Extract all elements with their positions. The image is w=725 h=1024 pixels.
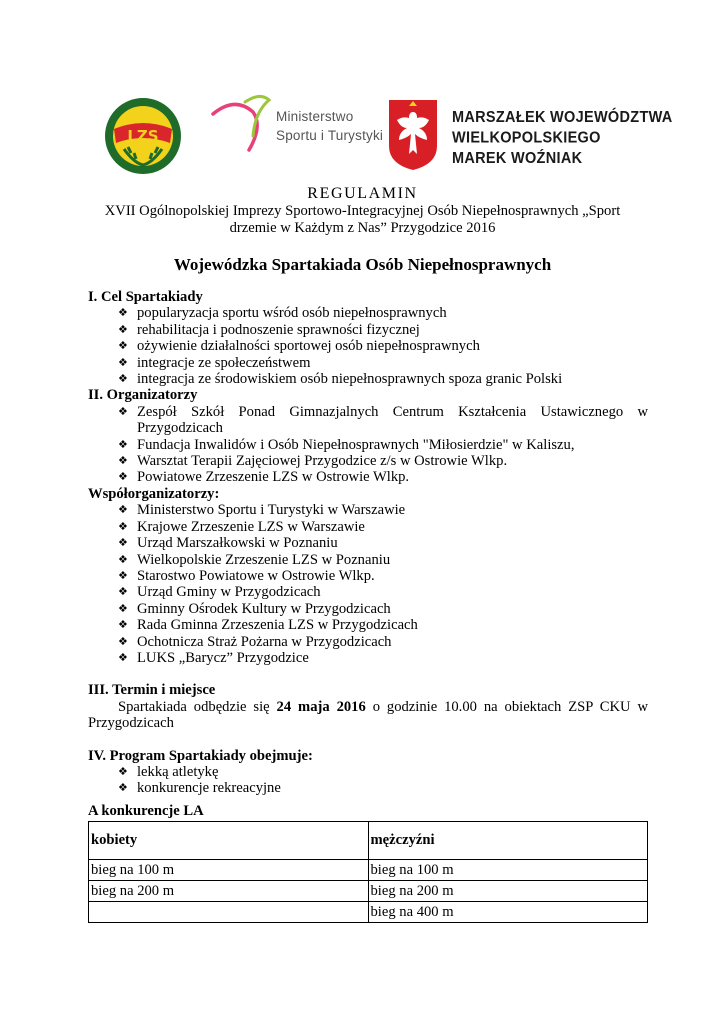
table-header-row: [89, 822, 648, 860]
list-item: ❖ popularyzacja sportu wśród osób niepełnosprawnych: [118, 305, 648, 321]
wielkopolska-eagle-crest-icon: [387, 98, 439, 172]
table-cell: bieg na 200 m: [89, 881, 369, 902]
ministry-line-1: Ministerstwo: [276, 109, 354, 124]
list-item: ❖ konkurencje rekreacyjne: [118, 780, 648, 796]
organizatorzy-list: [88, 404, 648, 486]
termin-text-after: o godzinie 10.00 na obiektach ZSP CKU w: [365, 698, 648, 715]
list-item: ❖ Starostwo Powiatowe w Ostrowie Wlkp.: [118, 568, 648, 584]
subtitle-line-2: drzemie w Każdym z Nas” Przygodzice 2016: [229, 220, 496, 236]
list-item: ❖ Warsztat Terapii Zajęciowej Przygodzice z/s w Ostrowie Wlkp.: [118, 453, 648, 469]
marshal-title: [452, 108, 673, 170]
list-item: ❖ Powiatowe Zrzeszenie LZS w Ostrowie Wlkp.: [118, 469, 648, 485]
program-list: [88, 764, 648, 797]
list-item: ❖ Krajowe Zrzeszenie LZS w Warszawie: [118, 519, 648, 535]
list-item: ❖ rehabilitacja i podnoszenie sprawności fizycznej: [118, 322, 648, 338]
table-row: [89, 881, 648, 902]
list-item: ❖ Gminny Ośrodek Kultury w Przygodzicach: [118, 601, 648, 617]
subtitle-line-1: XVII Ogólnopolskiej Imprezy Sportowo-Integracyjnej Osób Niepełnosprawnych „Sport: [104, 203, 621, 219]
list-item: ❖ ożywienie działalności sportowej osób niepełnosprawnych: [118, 338, 648, 354]
list-item: ❖ LUKS „Barycz” Przygodzice: [118, 650, 648, 666]
marshal-line-2: WIELKOPOLSKIEGO: [452, 129, 601, 147]
list-item: [118, 404, 648, 437]
wspolorganizatorzy-list: [88, 502, 648, 666]
table-cell: bieg na 100 m: [368, 860, 648, 881]
competitions-table: [88, 821, 648, 923]
list-item: ❖ Rada Gminna Zrzeszenia LZS w Przygodzicach: [118, 617, 648, 633]
section-heading-wspolorganizatorzy: Współorganizatorzy:: [88, 485, 220, 502]
table-row: [89, 860, 648, 881]
list-item: ❖ integracje ze społeczeństwem: [118, 355, 648, 371]
marshal-line-1: MARSZAŁEK WOJEWÓDZTWA: [452, 109, 673, 127]
lzs-logo-text: LZS: [127, 127, 159, 145]
list-item: ❖ Ochotnicza Straż Pożarna w Przygodzicach: [118, 634, 648, 650]
column-header-kobiety: kobiety: [89, 822, 369, 860]
section-heading-program: IV. Program Spartakiady obejmuje:: [88, 747, 313, 764]
ministry-line-2: Sportu i Turystyki: [276, 128, 384, 143]
list-item-line-2: Przygodzicach: [137, 420, 223, 437]
termin-date: 24 maja 2016: [276, 698, 366, 715]
termin-paragraph: [88, 699, 648, 732]
termin-text-before: Spartakiada odbędzie się: [118, 698, 277, 715]
section-heading-cel: I. Cel Spartakiady: [88, 289, 203, 305]
list-item: ❖ Urząd Marszałkowski w Poznaniu: [118, 535, 648, 551]
lzs-logo: [104, 97, 182, 175]
list-item: ❖ Urząd Gminy w Przygodzicach: [118, 584, 648, 600]
ministry-name: [276, 107, 383, 145]
list-item: ❖ Wielkopolskie Zrzeszenie LZS w Poznaniu: [118, 552, 648, 568]
list-item: ❖ Fundacja Inwalidów i Osób Niepełnosprawnych "Miłosierdzie" w Kaliszu,: [118, 437, 648, 453]
table-cell: bieg na 100 m: [89, 860, 369, 881]
table-cell: [89, 902, 369, 923]
termin-line-2: Przygodzicach: [88, 715, 174, 732]
cel-list: [88, 305, 648, 387]
list-item: ❖ Ministerstwo Sportu i Turystyki w Warszawie: [118, 502, 648, 518]
section-heading-organizatorzy: II. Organizatorzy: [88, 387, 198, 404]
list-item: ❖ lekką atletykę: [118, 764, 648, 780]
regulation-body: [88, 289, 648, 923]
document-title: REGULAMIN: [307, 185, 418, 202]
list-item-line-1: ❖ Zespół Szkół Ponad Gimnazjalnych Centrum Kształcenia Ustawicznego w: [137, 403, 648, 420]
main-heading: Wojewódzka Spartakiada Osób Niepełnosprawnych: [173, 255, 552, 274]
column-header-mezczyzni: mężczyźni: [368, 822, 648, 860]
table-row: [89, 902, 648, 923]
termin-line-1: [88, 699, 648, 715]
table-cell: bieg na 400 m: [368, 902, 648, 923]
section-heading-termin: III. Termin i miejsce: [88, 682, 216, 699]
list-item: ❖ integracja ze środowiskiem osób niepełnosprawnych spoza granic Polski: [118, 371, 648, 387]
table-cell: bieg na 200 m: [368, 881, 648, 902]
marshal-line-3: MAREK WOŹNIAK: [452, 150, 583, 168]
section-heading-konkurencje: A konkurencje LA: [88, 802, 204, 819]
